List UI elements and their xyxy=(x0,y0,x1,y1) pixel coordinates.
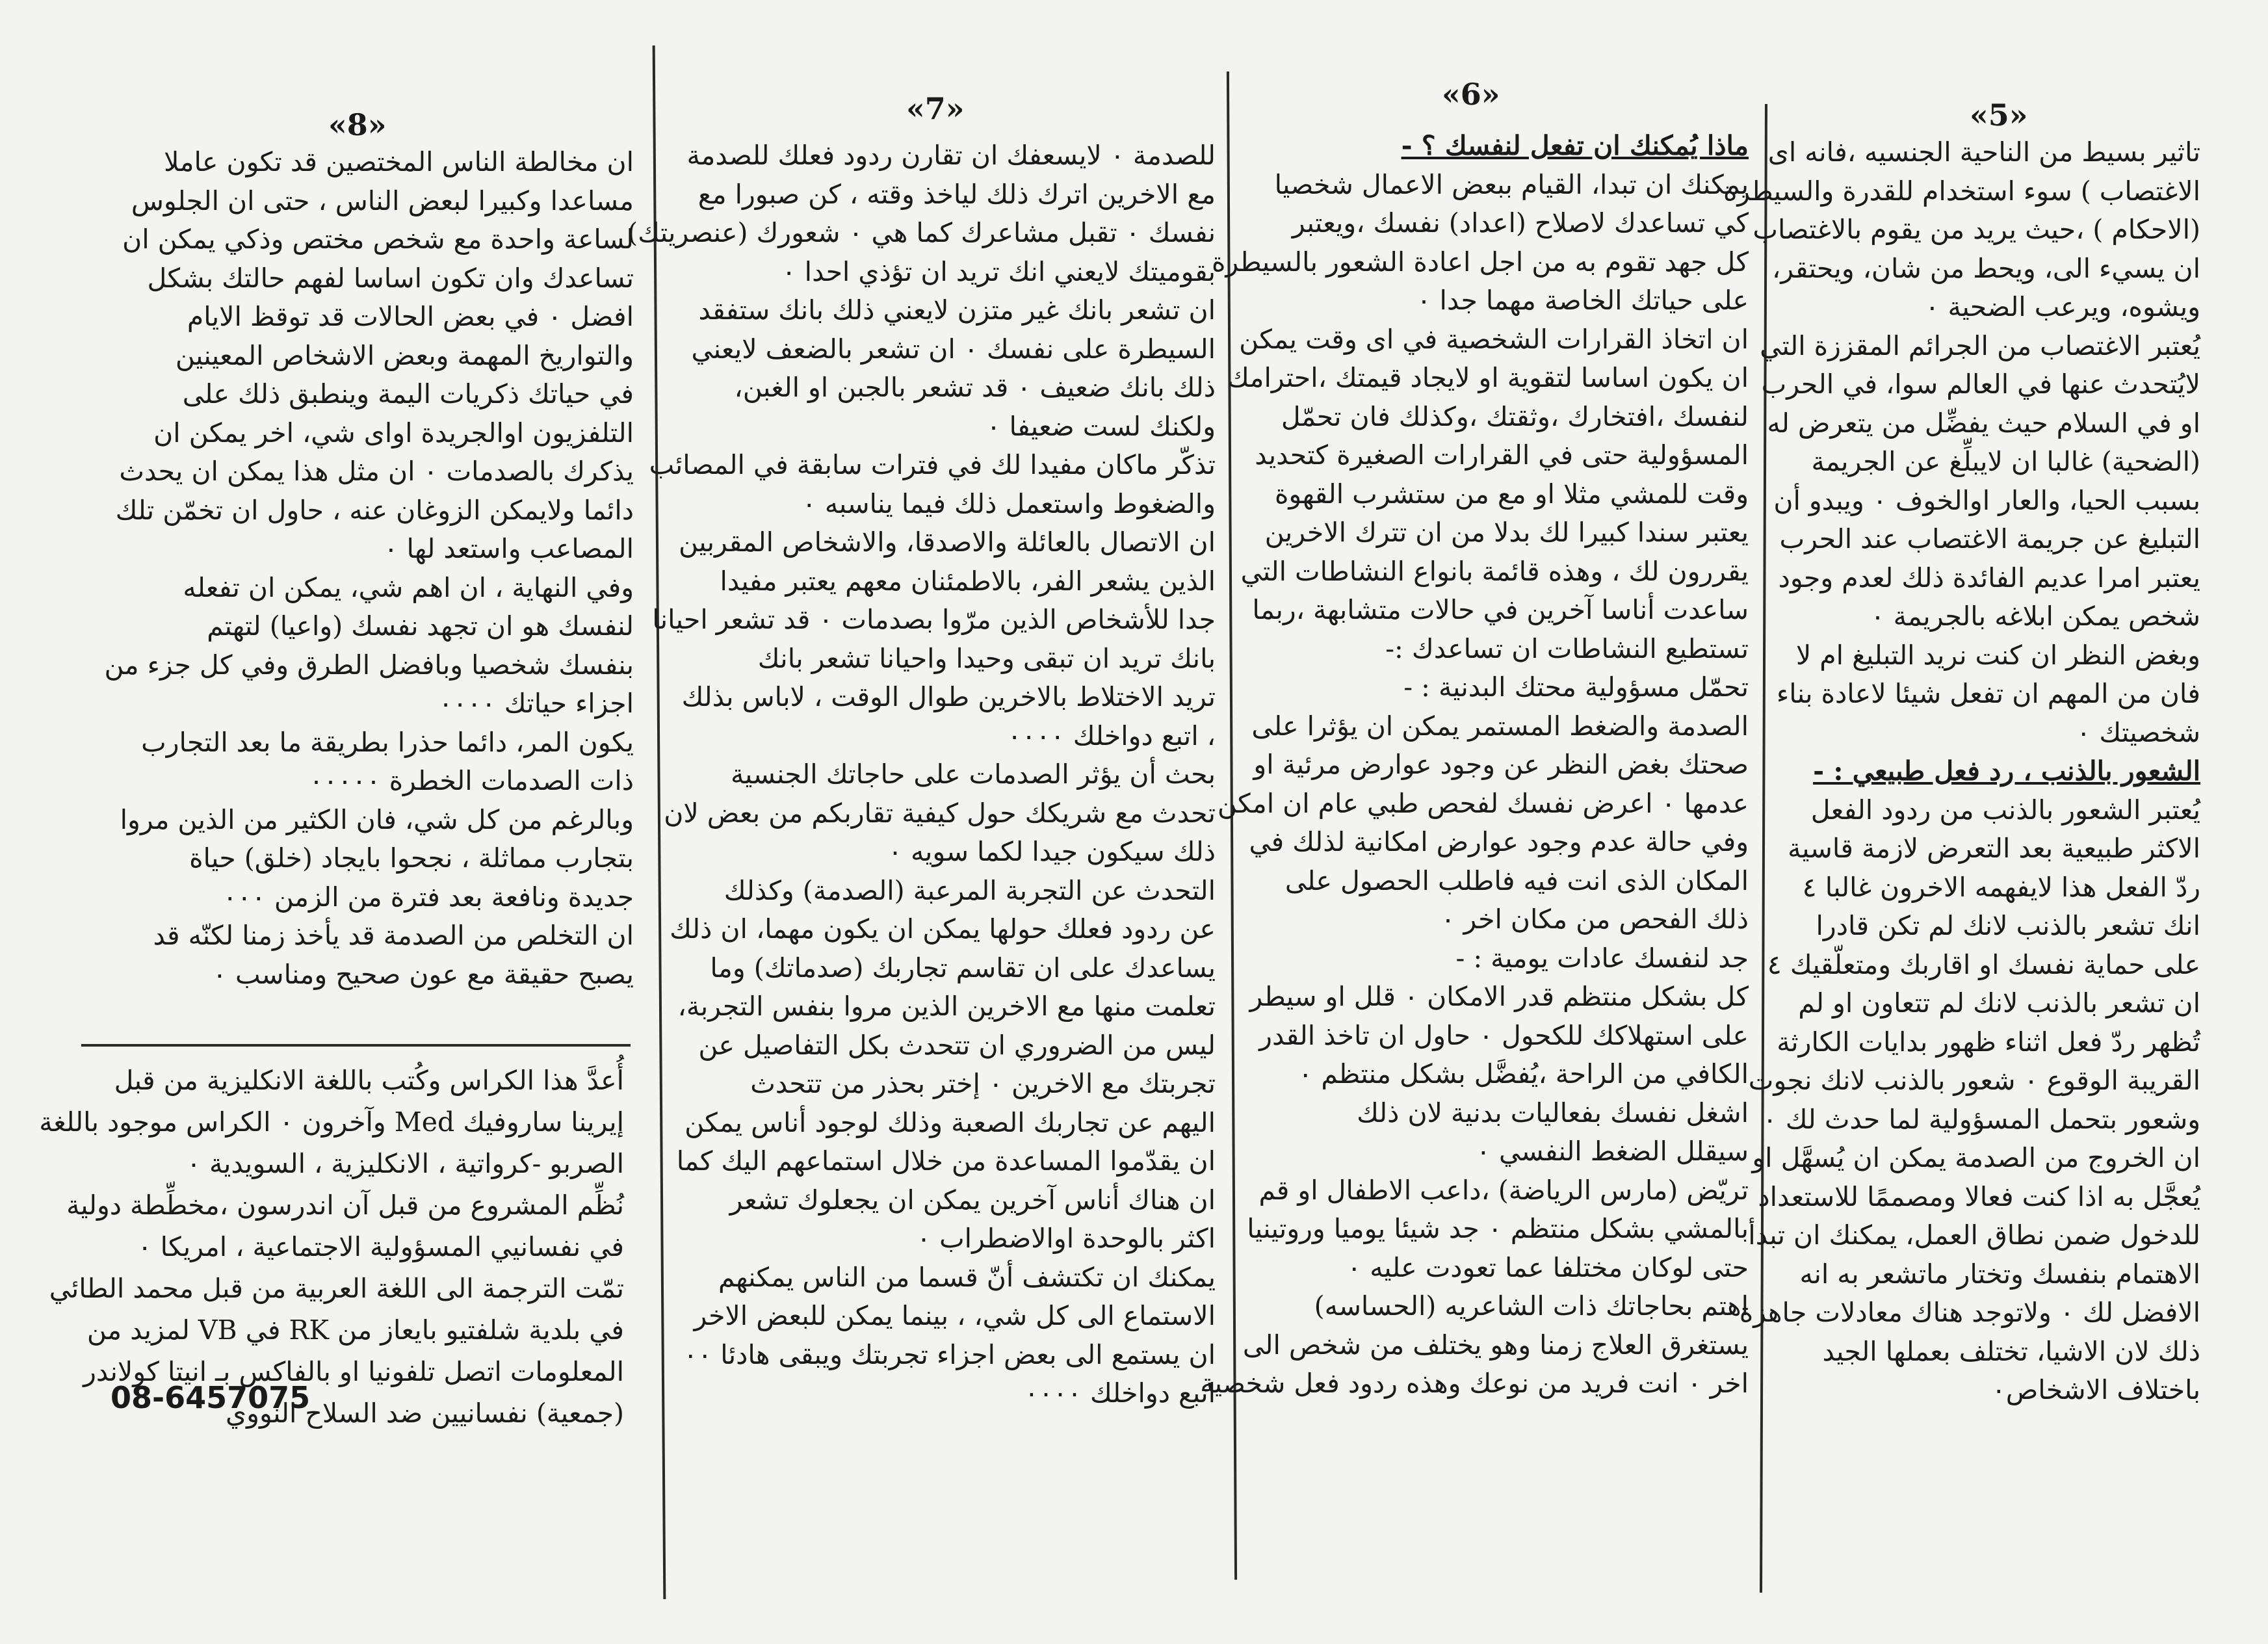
text-line: المسؤولية حتى في القرارات الصغيرة كتحديد xyxy=(1255,439,1749,471)
text-line: ، اتبع دواخلك ٠٠٠٠ xyxy=(1007,720,1216,751)
section-heading: الشعور بالذنب ، رد فعل طبيعي : - xyxy=(1813,755,2200,787)
text-line: على استهلاكك للكحول ٠ حاول ان تاخذ القدر xyxy=(1259,1019,1749,1051)
credits-line: نُظِّم المشروع من قبل آن اندرسون ،مخطِّطة دولية xyxy=(66,1190,624,1221)
page-number-7: «7» xyxy=(906,91,965,126)
text-line: اليهم عن تجاربك الصعبة وذلك لوجود أناس يمكن xyxy=(684,1106,1216,1138)
text-line: اكثر بالوحدة اوالاضطراب ٠ xyxy=(917,1223,1216,1254)
text-line: عن ردود فعلك حولها يمكن ان يكون مهما، ان ذلك xyxy=(670,913,1216,945)
text-line: وبالرغم من كل شي، فان الكثير من الذين مروا xyxy=(120,803,634,835)
text-line: ساعدت أناسا آخرين في حالات متشابهة ،ربما xyxy=(1252,594,1749,625)
text-line: تحمّل مسؤولية محتك البدنية : - xyxy=(1403,672,1749,703)
credits-block xyxy=(39,1060,624,1434)
text-line: او في السلام حيث يفضِّل من يتعرض له xyxy=(1767,407,2200,439)
credits-line: إيرينا ساروفيك Med وآخرون ٠ الكراس موجود باللغة xyxy=(39,1106,624,1138)
text-line: للصدمة ٠ لايسعفك ان تقارن ردود فعلك للصدمة xyxy=(686,140,1216,171)
credits-line: في نفسانيي المسؤولية الاجتماعية ، امريكا ٠ xyxy=(137,1231,624,1262)
text-line: جدا للأشخاص الذين مرّوا بصدمات ٠ قد تشعر احيانا xyxy=(652,604,1216,635)
text-line: ولكنك لست ضعيفا ٠ xyxy=(986,410,1216,442)
page-number-5: «5» xyxy=(1970,98,2028,133)
text-line: في حياتك ذكريات اليمة وينطبق ذلك على xyxy=(182,378,634,410)
section-heading: ماذا يُمكنك ان تفعل لنفسك ؟ - xyxy=(1401,130,1749,161)
text-line: بالمشي بشكل منتظم ٠ جد شيئا يوميا وروتينيا xyxy=(1247,1213,1749,1244)
footer-divider xyxy=(81,1044,631,1047)
text-line: انك تشعر بالذنب لانك لم تكن قادرا xyxy=(1816,910,2200,941)
text-line: تجربتك مع الاخرين ٠ إختر بحذر من تتحدث xyxy=(750,1068,1216,1099)
text-line: لنفسك ،افتخارك ،وثقتك ،وكذلك فان تحمّل xyxy=(1281,400,1749,432)
text-line: اجزاء حياتك ٠٠٠٠ xyxy=(438,688,634,719)
text-line: على حياتك الخاصة مهما جدا ٠ xyxy=(1416,285,1749,316)
text-line: وقت للمشي مثلا او مع من ستشرب القهوة xyxy=(1274,478,1749,510)
text-line: (الاحكام ) ،حيث يريد من يقوم بالاغتصاب xyxy=(1753,214,2200,245)
text-line: يمكنك ان تبدا، القيام ببعض الاعمال شخصيا xyxy=(1274,168,1749,200)
text-line: جديدة ونافعة بعد فترة من الزمن ٠٠٠ xyxy=(222,881,634,913)
text-line: تذكّر ماكان مفيدا لك في فترات سابقة في المصائب xyxy=(649,449,1216,480)
text-line: افضل ٠ في بعض الحالات قد توقظ الايام xyxy=(187,301,634,332)
text-line: يقررون لك ، وهذه قائمة بانواع النشاطات التي xyxy=(1240,555,1749,587)
text-line: وشعور بتحمل المسؤولية لما حدث لك ٠ xyxy=(1762,1103,2200,1135)
text-line: مع الاخرين اترك ذلك لياخذ وقته ، كن صبورا مع xyxy=(697,178,1216,210)
text-line: ان تشعر بالذنب لانك لم تتعاون او لم xyxy=(1798,987,2200,1019)
text-line: الذين يشعر الفر، بالاطمئنان معهم يعتبر مفيدا xyxy=(720,565,1216,597)
text-line: ان مخالطة الناس المختصين قد تكون عاملا xyxy=(164,146,634,177)
text-line: والتواريخ المهمة وبعض الاشخاص المعينين xyxy=(175,339,634,371)
credits-line: تمّت الترجمة الى اللغة العربية من قبل محمد الطائي xyxy=(49,1273,624,1304)
text-line: بحث أن يؤثر الصدمات على حاجاتك الجنسية xyxy=(731,759,1216,790)
text-line: اخر ٠ انت فريد من نوعك وهذه ردود فعل شخصية xyxy=(1200,1368,1749,1399)
text-line: فان من المهم ان تفعل شيئا لاعادة بناء xyxy=(1776,678,2200,709)
page-number-8: «8» xyxy=(328,107,387,142)
text-line: بتجارب مماثلة ، نجحوا بايجاد (خلق) حياة xyxy=(189,842,634,874)
text-line: تُظهر ردّ فعل اثناء ظهور بدايات الكارثة xyxy=(1777,1026,2200,1058)
text-line: يُعجَّل به اذا كنت فعالا ومصممًا للاستعداد xyxy=(1758,1181,2200,1212)
text-line: حتى لوكان مختلفا عما تعودت عليه ٠ xyxy=(1347,1251,1749,1283)
text-line: الصدمة والضغط المستمر يمكن ان يؤثرا على xyxy=(1251,710,1749,742)
text-line: عدمها ٠ اعرض نفسك لفحص طبي عام ان امكن xyxy=(1217,787,1749,819)
text-line: لنفسك هو ان تجهد نفسك (واعيا) لتهتم xyxy=(207,610,634,642)
text-line: (الضحية) غالبا ان لايبلِّغ عن الجريمة xyxy=(1811,446,2200,477)
text-line: الاغتصاب ) سوء استخدام للقدرة والسيطرة xyxy=(1723,175,2200,207)
text-line: صحتك بغض النظر عن وجود عوارض مرئية او xyxy=(1253,749,1749,780)
credits-line: الصربو -كرواتية ، الانكليزية ، السويدية ٠ xyxy=(186,1148,624,1179)
text-line: السيطرة على نفسك ٠ ان تشعر بالضعف لايعني xyxy=(691,333,1216,365)
text-line: بسبب الحيا، والعار اوالخوف ٠ ويبدو أن xyxy=(1773,484,2200,516)
text-line: الافضل لك ٠ ولاتوجد هناك معادلات جاهزة xyxy=(1739,1297,2200,1328)
text-line: ردّ الفعل هذا لايفهمه الاخرون غالبا ٤ xyxy=(1802,871,2200,903)
text-line: اتبع دواخلك ٠٠٠٠ xyxy=(1024,1377,1216,1409)
text-line: الاستماع الى كل شي، ، بينما يمكن للبعض الاخر xyxy=(694,1300,1216,1331)
text-line: ان التخلص من الصدمة قد يأخذ زمنا لكنّه قد xyxy=(153,920,634,951)
column-divider xyxy=(1227,72,1237,1580)
column-page-5 xyxy=(1723,133,2200,1410)
text-line: ذلك لان الاشيا، تختلف بعملها الجيد xyxy=(1822,1335,2200,1367)
text-line: ليس من الضروري ان تتحدث بكل التفاصيل عن xyxy=(698,1029,1216,1061)
column-page-8 xyxy=(91,143,634,994)
credits-line: (جمعية) نفسانيين ضد السلاح النووي xyxy=(226,1398,624,1429)
text-line: ان يقدّموا المساعدة من خلال استماعهم اليك كما xyxy=(676,1145,1216,1177)
text-line: يُعتبر الشعور بالذنب من ردود الفعل xyxy=(1810,794,2200,826)
text-line: تعلمت منها مع الاخرين الذين مروا بنفس التجربة، xyxy=(677,991,1216,1022)
text-line: نفسك ٠ تقبل مشاعرك كما هي ٠ شعورك (عنصريتك) xyxy=(627,217,1216,248)
column-page-6 xyxy=(1200,127,1749,1403)
text-line: المصاعب واستعد لها ٠ xyxy=(384,533,634,564)
credits-line: في بلدية شلفتيو بايعاز من RK في VB لمزيد من xyxy=(86,1314,624,1346)
text-line: باختلاف الاشخاص٠ xyxy=(1991,1374,2200,1405)
text-line: كل بشكل منتظم قدر الامكان ٠ قلل او سيطر xyxy=(1249,981,1749,1012)
text-line: تريّض (مارس الرياضة) ،داعب الاطفال او قم xyxy=(1258,1174,1749,1206)
text-line: ويشوه، ويرعب الضحية ٠ xyxy=(1925,291,2200,322)
text-line: ان يسيء الى، ويحط من شان، ويحتقر، xyxy=(1771,252,2200,284)
text-line: اشغل نفسك بفعاليات بدنية لان ذلك xyxy=(1357,1097,1749,1129)
text-line: يستغرق العلاج زمنا وهو يختلف من شخص الى xyxy=(1242,1329,1749,1361)
text-line: ذلك الفحص من مكان اخر ٠ xyxy=(1440,904,1749,935)
text-line: بنفسك شخصيا وبافضل الطرق وفي كل جزء من xyxy=(104,649,634,681)
text-line: على حماية نفسك او اقاربك ومتعلّقيك ٤ xyxy=(1767,948,2200,980)
text-line: سيقلل الضغط النفسي ٠ xyxy=(1476,1136,1749,1167)
text-line: مساعدا وكبيرا لبعض الناس ، حتى ان الجلوس xyxy=(131,185,634,216)
text-line: يُعتبر الاغتصاب من الجرائم المقززة التي xyxy=(1760,330,2200,361)
text-line: يصبح حقيقة مع عون صحيح ومناسب ٠ xyxy=(212,958,634,990)
text-line: التحدث عن التجربة المرعبة (الصدمة) وكذلك xyxy=(723,874,1216,906)
text-line: تحدث مع شريكك حول كيفية تقاربكم من بعض لان xyxy=(664,797,1216,829)
text-line: تستطيع النشاطات ان تساعدك :- xyxy=(1385,633,1749,664)
credits-line: أُعدَّ هذا الكراس وكُتب باللغة الانكليزية من قبل xyxy=(114,1065,624,1096)
text-line: شخص يمكن ابلاغه بالجريمة ٠ xyxy=(1870,601,2200,632)
text-line: الاهتمام بنفسك وتختار ماتشعر به انه xyxy=(1799,1258,2200,1290)
text-line: كل جهد تقوم به من اجل اعادة الشعور بالسيطرة xyxy=(1211,246,1749,278)
text-line: شخصيتك ٠ xyxy=(2076,716,2200,748)
text-line: يمكنك ان تكتشف أنّ قسما من الناس يمكنهم xyxy=(718,1261,1216,1293)
text-line: للدخول ضمن نطاق العمل، يمكنك ان تبدأ xyxy=(1748,1220,2200,1251)
text-line: اهتم بحاجاتك ذات الشاعريه (الحساسه) xyxy=(1314,1290,1749,1322)
text-line: تريد الاختلاط بالاخرين طوال الوقت ، لاباس بذلك xyxy=(681,681,1216,712)
text-line: المكان الذى انت فيه فاطلب الحصول على xyxy=(1284,865,1749,896)
text-line: ذلك سيكون جيدا لكما سويه ٠ xyxy=(887,836,1216,867)
text-line: يعتبر سندا كبيرا لك بدلا من ان تترك الاخرين xyxy=(1264,517,1749,548)
text-line: دائما ولايمكن الزوغان عنه ، حاول ان تخمّن تلك xyxy=(115,494,634,526)
text-line: تاثير بسيط من الناحية الجنسيه ،فانه اى xyxy=(1767,137,2200,168)
text-line: ذلك بانك ضعيف ٠ قد تشعر بالجبن او الغبن، xyxy=(734,372,1216,403)
text-line: وبغض النظر ان كنت نريد التبليغ ام لا xyxy=(1795,639,2200,671)
text-line: يساعدك على ان تقاسم تجاربك (صدماتك) وما xyxy=(710,952,1216,984)
text-line: جد لنفسك عادات يومية : - xyxy=(1455,942,1749,974)
phone-number: 08-6457075 xyxy=(111,1380,311,1415)
text-line: بانك تريد ان تبقى وحيدا واحيانا تشعر بانك xyxy=(757,642,1216,674)
text-line: تساعدك وان تكون اساسا لفهم حالتك بشكل xyxy=(147,262,634,294)
text-line: ان تشعر بانك غير متزن لايعني ذلك بانك ستفقد xyxy=(698,294,1216,326)
text-line: ذات الصدمات الخطرة ٠٠٠٠٠ xyxy=(309,765,634,796)
text-line: القريبة الوقوع ٠ شعور بالذنب لانك نجوت xyxy=(1748,1065,2200,1096)
text-line: كي تساعدك لاصلاح (اعداد) نفسك ،ويعتبر xyxy=(1292,207,1749,239)
credits-line: المعلومات اتصل تلفونيا او بالفاكس بـ انيتا كولاندر xyxy=(83,1356,624,1387)
text-line: يذكرك بالصدمات ٠ ان مثل هذا يمكن ان يحدث xyxy=(119,456,634,487)
text-line: ان اتخاذ القرارات الشخصية في اى وقت يمكن xyxy=(1239,323,1749,355)
text-line: ان الخروج من الصدمة يمكن ان يُسهَّل او xyxy=(1752,1142,2200,1173)
text-line: الكافي من الراحة ،يُفضَّل بشكل منتظم ٠ xyxy=(1298,1058,1749,1089)
text-line: الاكثر طبيعية بعد التعرض لازمة قاسية xyxy=(1788,833,2200,864)
text-line: بقوميتك لايعني انك تريد ان تؤذي احدا ٠ xyxy=(781,255,1216,287)
text-line: وفي حالة عدم وجود عوارض امكانية لذلك في xyxy=(1249,826,1749,857)
text-line: التلفزيون اوالجريدة اواى شي، اخر يمكن ان xyxy=(153,417,634,449)
text-line: والضغوط واستعمل ذلك فيما يناسبه ٠ xyxy=(802,488,1216,519)
text-line: يكون المر، دائما حذرا بطريقة ما بعد التجارب xyxy=(141,726,634,758)
page-number-6: «6» xyxy=(1442,77,1500,112)
text-line: ان يستمع الى بعض اجزاء تجربتك ويبقى هادئا ٠٠ xyxy=(683,1338,1216,1370)
text-line: لايُتحدث عنها في العالم سوا، في الحرب xyxy=(1761,369,2200,400)
text-line: لساعة واحدة مع شخص مختص وذكي يمكن ان xyxy=(122,224,634,255)
column-page-7 xyxy=(627,137,1216,1413)
text-line: ان يكون اساسا لتقوية او لايجاد قيمتك ،احترامك xyxy=(1227,362,1749,393)
text-line: وفي النهاية ، ان اهم شي، يمكن ان تفعله xyxy=(183,571,634,603)
text-line: ان هناك أناس آخرين يمكن ان يجعلوك تشعر xyxy=(729,1184,1216,1216)
text-line: يعتبر امرا عديم الفائدة ذلك لعدم وجود xyxy=(1778,562,2200,594)
text-line: التبليغ عن جريمة الاغتصاب عند الحرب xyxy=(1779,523,2200,555)
text-line: ان الاتصال بالعائلة والاصدقا، والاشخاص المقربين xyxy=(679,527,1216,558)
